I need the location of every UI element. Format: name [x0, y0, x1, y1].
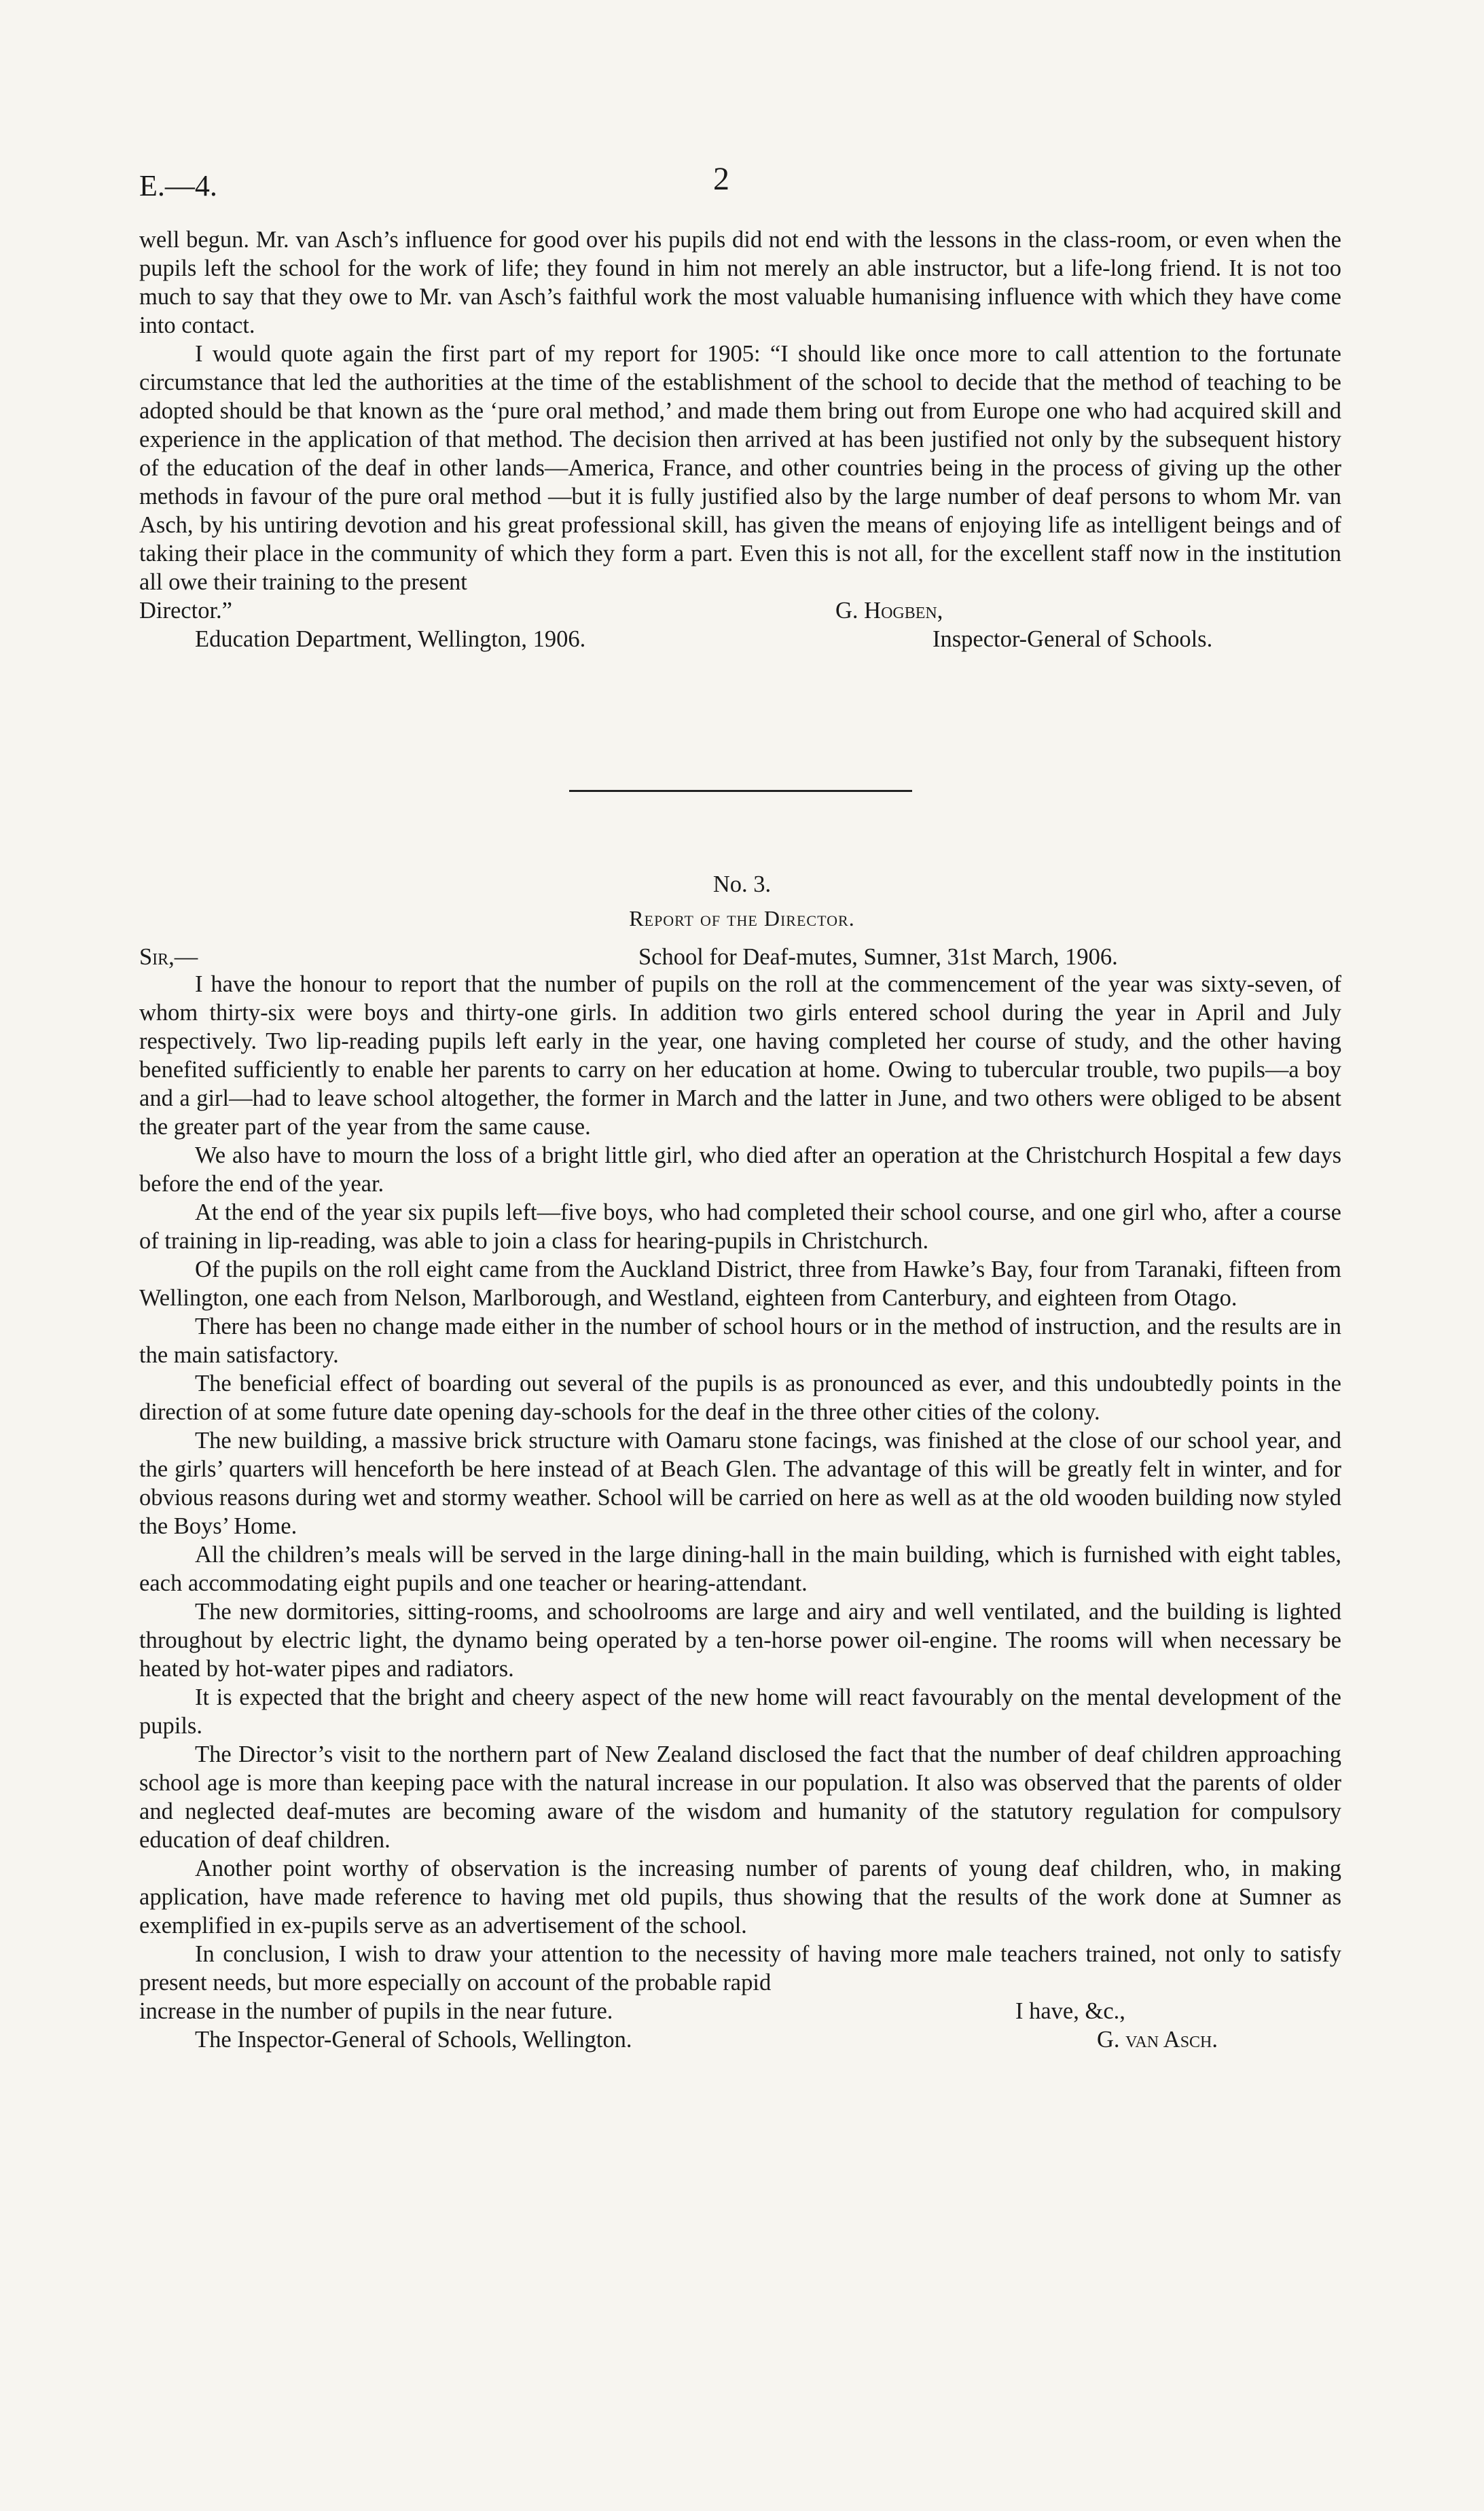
paragraph: I have the honour to report that the number of pupils on the roll at the commencement of the year was sixty-seven, of whom thirty-six were boys and thirty-one girls. In addition two girls entered school during the year in April and July respectively. Two lip-reading pupils left early in the year, one having completed her course of study, and the other having benefited sufficiently to enable her parents to carry on her education at home. Owing to tubercular trouble, two pupils—a boy and a girl—had to leave school altogether, the former in March and the latter in June, and two others were obliged to be absent the greater part of the year from the same cause. — [139, 971, 1341, 1140]
signer-title: Inspector-General of Schools. — [933, 626, 1213, 652]
paragraph: The beneficial effect of boarding out several of the pupils is as pronounced as ever, and this undoubtedly points in the direction of at some future date opening day-schools for the deaf in the three other cities of the colony. — [139, 1371, 1341, 1425]
paragraph: The new building, a massive brick structure with Oamaru stone facings, was finished at the close of our school year, and the girls’ quarters will henceforth be here instead of at Beach Glen. The advantage of this will be greatly felt in winter, and for obvious reasons during wet and stormy weather. School will be carried on here as well as at the old wooden building now styled the Boys’ Home. — [139, 1428, 1341, 1539]
paragraph: I would quote again the first part of my report for 1905: “I should like once more to call attention to the fortunate circumstance that led the authorities at the time of the establishment of the school to decide that the method of teaching to be adopted should be that known as the ‘pure oral method,’ and made them bring out from Europe one who had acquired skill and experience in the application of that method. The decision then arrived at has been justified not only by the subsequent history of the education of the deaf in other lands—America, France, and other countries being in the process of giving up the other methods in favour of the pure oral method —but it is fully justified also by the large number of deaf persons to whom Mr. van Asch, by his untiring devotion and his great professional skill, has given the means of enjoying life as intelligent beings and of taking their place in the community of which they form a part. Even this is not all, for the excellent staff now in the institution all owe their training to the present — [139, 341, 1341, 595]
paragraph: It is expected that the bright and cheery aspect of the new home will react favourably on the mental development of the pupils. — [139, 1684, 1341, 1739]
paragraph: The Director’s visit to the northern part of New Zealand disclosed the fact that the number of deaf children approaching school age is more than keeping pace with the natural increase in our population. It also was observed that the parents of older and neglected deaf-mutes are becoming aware of the wisdom and humanity of the statutory regulation for compulsory education of deaf children. — [139, 1741, 1341, 1853]
paragraph: We also have to mourn the loss of a bright little girl, who died after an operation at the Christchurch Hospital a few days before the end of the year. — [139, 1142, 1341, 1197]
section-divider — [569, 790, 912, 792]
salutation: Sir,— — [139, 944, 198, 970]
signature: G. van Asch. — [1097, 2027, 1218, 2053]
closing-row — [139, 1997, 1341, 2025]
signature-row — [139, 625, 1341, 653]
signature-row — [139, 596, 1341, 625]
closing: I have, &c., — [1015, 1998, 1125, 2024]
paragraph-last-line: increase in the number of pupils in the near future. — [139, 1998, 613, 2024]
director-report-text — [139, 970, 1341, 2054]
paragraph: All the children’s meals will be served in the large dining-hall in the main building, which is furnished with eight tables, each accommodating eight pupils and one teacher or hearing-attendant. — [139, 1542, 1341, 1596]
inspector-report-text — [139, 225, 1341, 653]
section-number: No. 3. — [712, 871, 772, 897]
signature: G. Hogben, — [835, 598, 943, 624]
paragraph: At the end of the year six pupils left—five boys, who had completed their school course, and one girl who, after a course of training in lip-reading, was able to join a class for hearing-pupils in Christchurch. — [139, 1199, 1341, 1254]
page-number: 2 — [713, 161, 729, 197]
paragraph: In conclusion, I wish to draw your attention to the necessity of having more male teachers trained, not only to satisfy present needs, but more especially on account of the probable rapid — [139, 1941, 1341, 1995]
school-and-date: School for Deaf-mutes, Sumner, 31st March, 1906. — [638, 944, 1118, 970]
section-title: Report of the Director. — [629, 906, 855, 931]
place-date: Education Department, Wellington, 1906. — [195, 626, 586, 652]
paragraph: Of the pupils on the roll eight came from the Auckland District, three from Hawke’s Bay, four from Taranaki, fifteen from Wellington, one each from Nelson, Marlborough, and Westland, eighteen from Canterbury, and eighteen from Otago. — [139, 1257, 1341, 1311]
paragraph: Another point worthy of observation is the increasing number of parents of young deaf children, who, in making application, have made reference to having met old pupils, thus showing that the results of the work done at Sumner as exemplified in ex-pupils serve as an advertisement of the school. — [139, 1856, 1341, 1938]
paragraph-last-line: Director.” — [139, 598, 232, 624]
paragraph: The new dormitories, sitting-rooms, and schoolrooms are large and airy and well ventilated, and the building is lighted throughout by electric light, the dynamo being operated by a ten-horse power oil-engine. The rooms will when necessary be heated by hot-water pipes and radiators. — [139, 1599, 1341, 1682]
paragraph: well begun. Mr. van Asch’s influence for good over his pupils did not end with the lessons in the class-room, or even when the pupils left the school for the work of life; they found in him not merely an able instructor, but a life-long friend. It is not too much to say that they owe to Mr. van Asch’s faithful work the most valuable humanising influence with which they have come into contact. — [139, 227, 1341, 338]
paragraph: There has been no change made either in the number of school hours or in the method of instruction, and the results are in the main satisfactory. — [139, 1314, 1341, 1368]
addressee: The Inspector-General of Schools, Wellington. — [195, 2027, 632, 2053]
page-reference: E.—4. — [139, 169, 217, 202]
signature-row — [139, 2025, 1341, 2054]
